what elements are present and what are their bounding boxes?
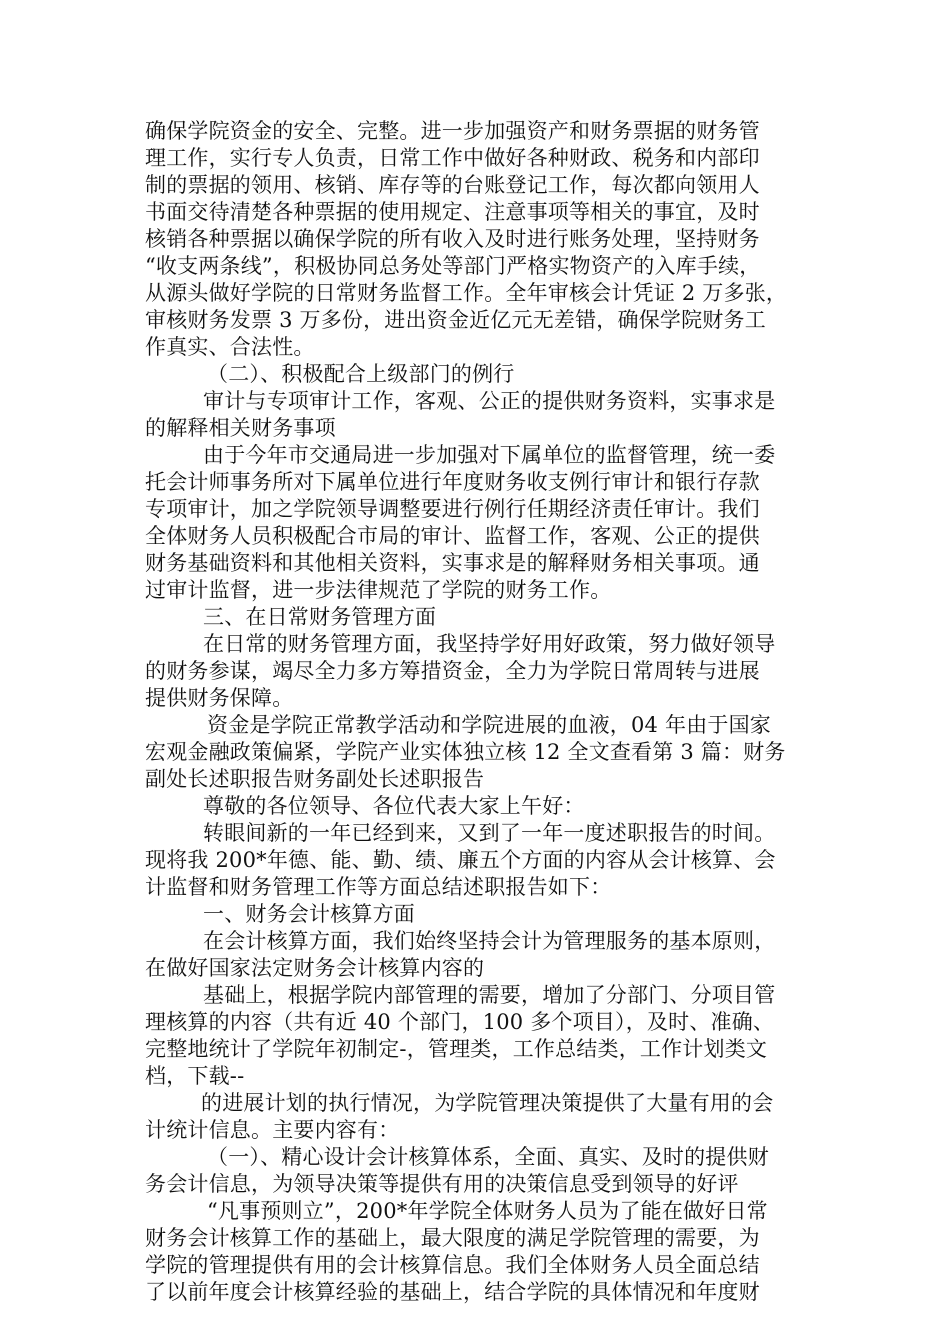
text-line: 从源头做好学院的日常财务监督工作。全年审核会计凭证 2 万多张， [145,281,788,305]
text-line: 制的票据的领用、核销、库存等的台账登记工作，每次都向领用人 [145,173,760,197]
text-line: 全体财务人员积极配合市局的审计、监督工作，客观、公正的提供 [145,524,760,548]
text-line: 完整地统计了学院年初制定-，管理类，工作总结类，工作计划类文 [145,1037,768,1061]
text-line: 专项审计，加之学院领导调整要进行例行任期经济责任审计。我们 [145,497,760,521]
text-line: 托会计师事务所对下属单位进行年度财务收支例行审计和银行存款 [145,470,760,494]
text-line: 宏观金融政策偏紧，学院产业实体独立核 12 全文查看第 3 篇：财务 [145,740,786,764]
text-line: 的进展计划的执行情况，为学院管理决策提供了大量有用的会 [201,1091,774,1115]
text-line: 档，下载-- [145,1064,245,1088]
text-line: 过审计监督，进一步法律规范了学院的财务工作。 [145,578,612,602]
text-line: 尊敬的各位领导、各位代表大家上午好： [203,794,585,818]
text-line: 理核算的内容（共有近 40 个部门，100 多个项目），及时、准确、 [145,1010,775,1034]
text-line: 的解释相关财务事项 [145,416,336,440]
text-line: （一）、精心设计会计核算体系，全面、真实、及时的提供财 [207,1145,769,1169]
text-line: 资金是学院正常教学活动和学院进展的血液，04 年由于国家 [207,713,771,737]
text-line: 财务会计核算工作的基础上，最大限度的满足学院管理的需要，为 [145,1226,760,1250]
text-line: 作真实、合法性。 [145,335,315,359]
text-line: （二）、积极配合上级部门的例行 [207,362,515,386]
text-line: 务会计信息，为领导决策等提供有用的决策信息受到领导的好评 [145,1172,739,1196]
text-line: 现将我 200*年德、能、勤、绩、廉五个方面的内容从会计核算、会 [145,848,776,872]
text-line: 由于今年市交通局进一步加强对下属单位的监督管理，统一委 [203,443,776,467]
text-line: 在日常的财务管理方面，我坚持学好用好政策，努力做好领导 [203,632,776,656]
text-line: 书面交待清楚各种票据的使用规定、注意事项等相关的事宜，及时 [145,200,760,224]
text-line: 转眼间新的一年已经到来，又到了一年一度述职报告的时间。 [203,821,776,845]
text-line: 计监督和财务管理工作等方面总结述职报告如下： [145,875,612,899]
text-line: 在做好国家法定财务会计核算内容的 [145,956,485,980]
text-line: 一、财务会计核算方面 [203,902,415,926]
text-line: 理工作，实行专人负责，日常工作中做好各种财政、税务和内部印 [145,146,760,170]
text-line: 确保学院资金的安全、完整。进一步加强资产和财务票据的财务管 [145,119,760,143]
document-body [145,118,809,1306]
text-line: 的财务参谋，竭尽全力多方筹措资金，全力为学院日常周转与进展 [145,659,760,683]
text-line: 审核财务发票 3 万多份，进出资金近亿元无差错，确保学院财务工 [145,308,766,332]
text-line: 计统计信息。主要内容有： [145,1118,400,1142]
text-line: 提供财务保障。 [145,686,294,710]
text-line: 三、在日常财务管理方面 [203,605,437,629]
text-line: 财务基础资料和其他相关资料，实事求是的解释财务相关事项。通 [145,551,760,575]
text-line: “收支两条线”，积极协同总务处等部门严格实物资产的入库手续， [145,254,761,278]
text-line: 核销各种票据以确保学院的所有收入及时进行账务处理，坚持财务 [145,227,760,251]
text-line: 审计与专项审计工作，客观、公正的提供财务资料，实事求是 [203,389,776,413]
text-line: 副处长述职报告财务副处长述职报告 [145,767,485,791]
text-line: “凡事预则立”，200*年学院全体财务人员为了能在做好日常 [207,1199,768,1223]
text-line: 在会计核算方面，我们始终坚持会计为管理服务的基本原则， [203,929,776,953]
text-line: 基础上，根据学院内部管理的需要，增加了分部门、分项目管 [203,983,776,1007]
text-line: 学院的管理提供有用的会计核算信息。我们全体财务人员全面总结 [145,1253,760,1277]
text-line: 了以前年度会计核算经验的基础上，结合学院的具体情况和年度财 [145,1280,760,1304]
